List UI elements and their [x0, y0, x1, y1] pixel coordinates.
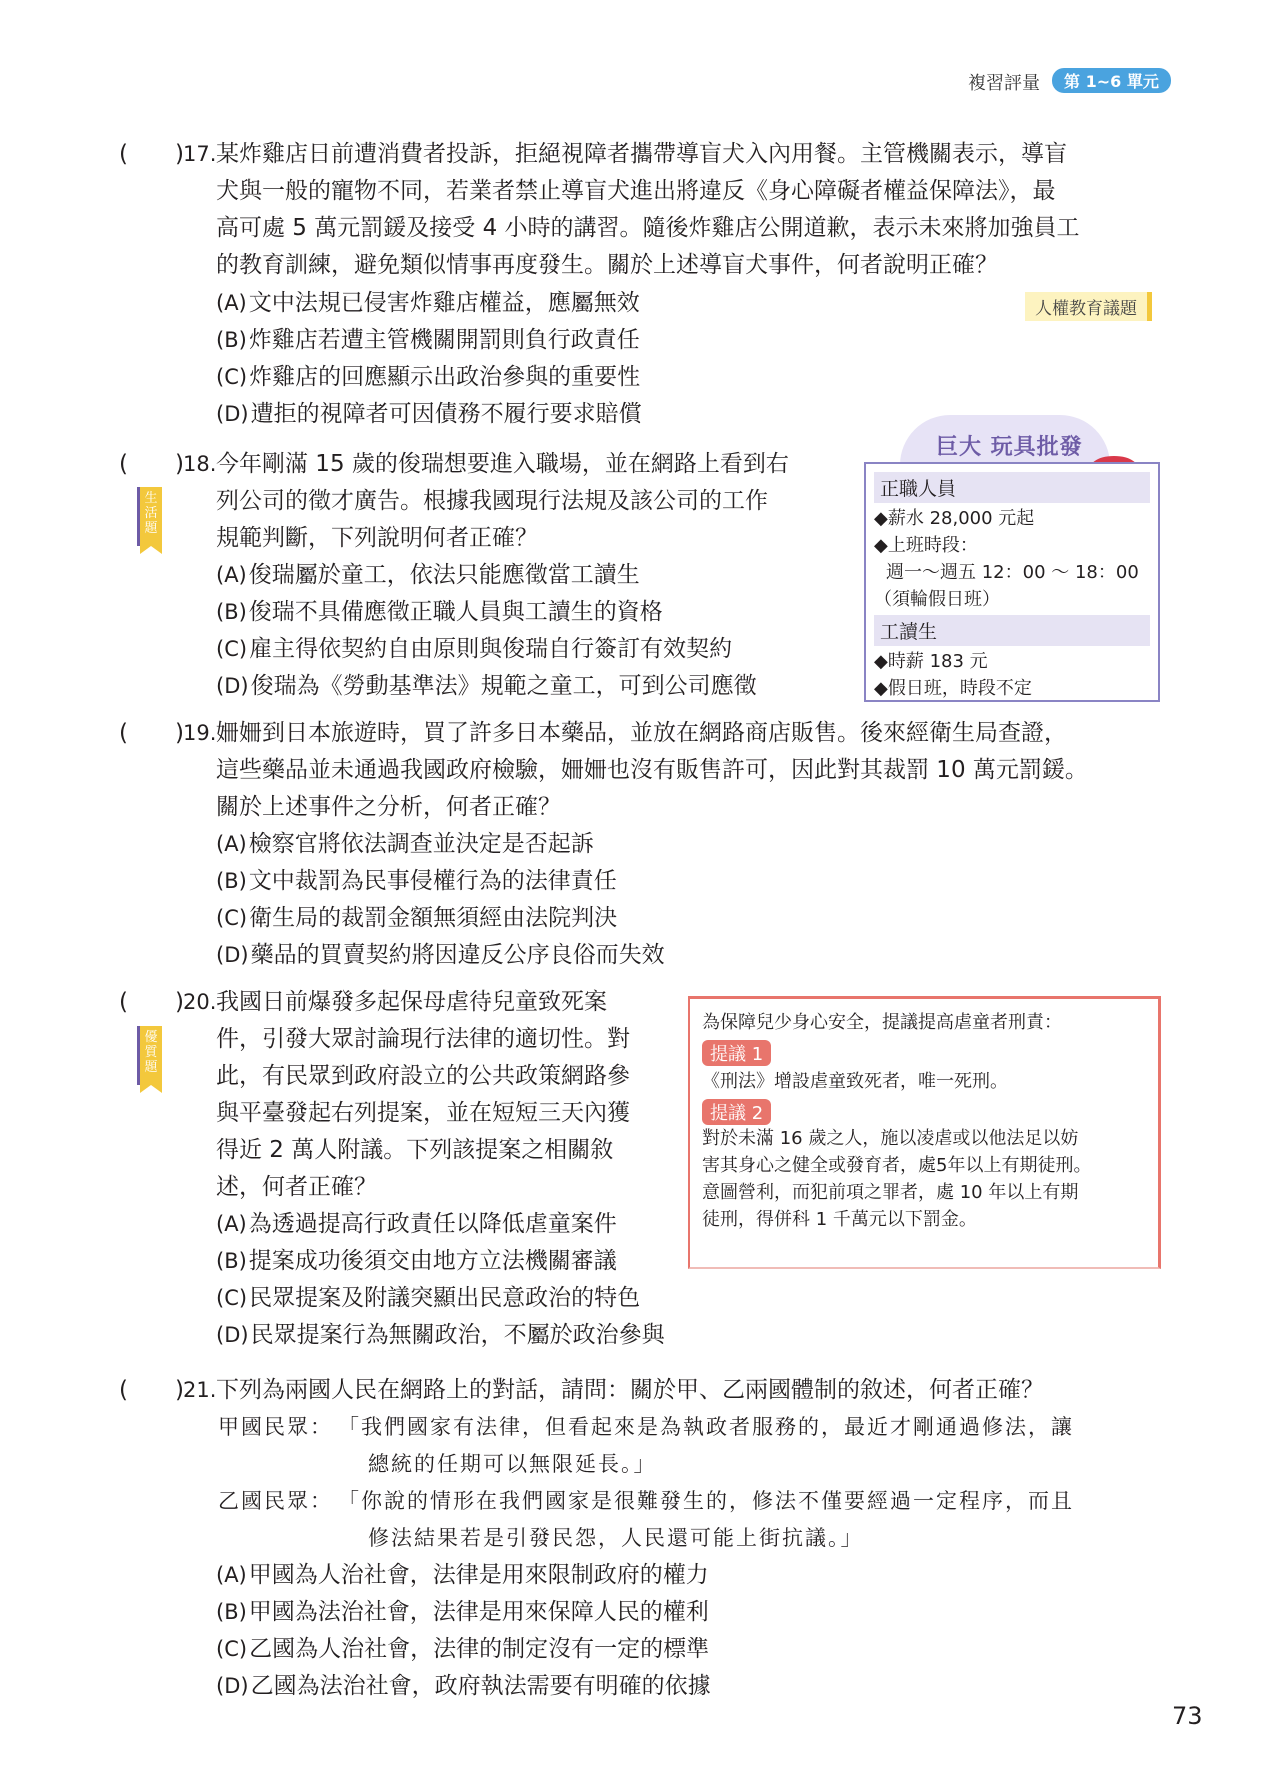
dialog-line: 「我們國家有法律，但看起來是為執政者服務的，最近才剛通過修法，讓: [338, 1415, 1074, 1439]
question-17-stem: [216, 136, 1067, 173]
stem-line: 我國日前爆發多起保母虐待兒童致死案: [216, 989, 607, 1015]
stem-line: 今年剛滿 15 歲的俊瑞想要進入職場，並在網路上看到右: [216, 451, 789, 477]
proposal-1-label: 提議 1: [702, 1040, 771, 1066]
answer-bracket-open: (: [119, 1377, 128, 1403]
proposal-2-line: 對於未滿 16 歲之人，施以凌虐或以他法足以妨: [702, 1128, 1079, 1149]
ad-line: （須輪假日班）: [874, 589, 1000, 610]
stem-line: 件，引發大眾討論現行法律的適切性。對: [216, 1026, 630, 1052]
option-c[interactable]: (C)炸雞店的回應顯示出政治參與的重要性: [216, 364, 641, 390]
stem-line: 得近 2 萬人附議。下列該提案之相關敘: [216, 1137, 614, 1163]
stem-line: 列公司的徵才廣告。根據我國現行法規及該公司的工作: [216, 488, 768, 514]
question-18-stem: [216, 446, 789, 557]
ad-company-name: 巨大 玩具批發: [936, 435, 1083, 460]
stem-line: 述，何者正確？: [216, 1174, 377, 1200]
answer-bracket-open: (: [119, 451, 128, 477]
ad-section-title: 工讀生: [874, 615, 1150, 646]
stem-line: 高可處 5 萬元罰鍰及接受 4 小時的講習。隨後炸雞店公開道歉，表示未來將加強員工: [216, 215, 1080, 241]
option-b[interactable]: (B)炸雞店若遭主管機關開罰則負行政責任: [216, 327, 640, 353]
ad-line: ◆假日班，時段不定: [874, 678, 1032, 699]
ad-line: ◆上班時段：: [874, 535, 978, 556]
stem-line: 姍姍到日本旅遊時，買了許多日本藥品，並放在網路商店販售。後來經衛生局查證，: [216, 720, 1067, 746]
option-b[interactable]: (B)提案成功後須交由地方立法機關審議: [216, 1248, 617, 1274]
option-c[interactable]: (C)雇主得依契約自由原則與俊瑞自行簽訂有效契約: [216, 636, 733, 662]
section-title: 複習評量: [968, 73, 1040, 94]
question-type-tag: 生活題: [140, 487, 162, 546]
proposal-2-line: 害其身心之健全或發育者，處5年以上有期徒刑。: [702, 1155, 1092, 1176]
dialog-line: 總統的任期可以無限延長。」: [368, 1452, 657, 1476]
option-a[interactable]: (A)文中法規已侵害炸雞店權益，應屬無效: [216, 290, 640, 316]
stem-line: 關於上述事件之分析，何者正確？: [216, 794, 561, 820]
option-b[interactable]: (B)文中裁罰為民事侵權行為的法律責任: [216, 868, 617, 894]
question-19-stem: [216, 715, 1088, 826]
option-d[interactable]: (D)遭拒的視障者可因債務不履行要求賠償: [216, 401, 642, 427]
question-17-options: [216, 285, 642, 433]
page-number: 73: [1172, 1702, 1203, 1730]
answer-bracket-open: (: [119, 720, 128, 746]
question-17-stem-cont: [216, 173, 1080, 284]
question-type-tag: 優質題: [140, 1026, 162, 1085]
option-d[interactable]: (D)俊瑞為《勞動基準法》規範之童工，可到公司應徵: [216, 673, 757, 699]
question-21-stem: 下列為兩國人民在網路上的對話，請問：關於甲、乙兩國體制的敘述，何者正確？: [216, 1377, 1044, 1403]
question-18-options: [216, 557, 757, 705]
proposal-box: [688, 996, 1161, 1269]
job-ad-card: [864, 462, 1160, 702]
question-21-options: [216, 1557, 711, 1705]
option-a[interactable]: (A)俊瑞屬於童工，依法只能應徵當工讀生: [216, 562, 640, 588]
dialog-speaker: 乙國民眾：: [218, 1489, 333, 1513]
answer-bracket-close: ): [175, 989, 184, 1015]
answer-bracket-open: (: [119, 141, 128, 167]
stem-line: 與平臺發起右列提案，並在短短三天內獲: [216, 1100, 630, 1126]
stem-line: 犬與一般的寵物不同，若業者禁止導盲犬進出將違反《身心障礙者權益保障法》，最: [216, 178, 1056, 204]
question-number: 17.: [183, 142, 217, 166]
answer-bracket-close: ): [175, 720, 184, 746]
stem-line: 規範判斷，下列說明何者正確？: [216, 525, 538, 551]
stem-line: 這些藥品並未通過我國政府檢驗，姍姍也沒有販售許可，因此對其裁罰 10 萬元罰鍰。: [216, 757, 1088, 783]
stem-line: 某炸雞店日前遭消費者投訴，拒絕視障者攜帶導盲犬入內用餐。主管機關表示，導盲: [216, 141, 1067, 167]
question-number: 19.: [183, 721, 217, 745]
dialog-line: 修法結果若是引發民怨，人民還可能上街抗議。」: [368, 1526, 864, 1550]
option-a[interactable]: (A)檢察官將依法調查並決定是否起訴: [216, 831, 594, 857]
question-number: 21.: [183, 1378, 217, 1402]
unit-badge: 第 1~6 單元: [1052, 68, 1171, 93]
option-c[interactable]: (C)衛生局的裁罰金額無須經由法院判決: [216, 905, 618, 931]
question-number: 18.: [183, 452, 217, 476]
question-20-stem: [216, 984, 630, 1206]
stem-line: 的教育訓練，避免類似情事再度發生。關於上述導盲犬事件，何者說明正確？: [216, 252, 998, 278]
proposal-intro: 為保障兒少身心安全，提議提高虐童者刑責：: [702, 1012, 1062, 1033]
answer-bracket-close: ): [175, 1377, 184, 1403]
option-b[interactable]: (B)甲國為法治社會，法律是用來保障人民的權利: [216, 1599, 709, 1625]
option-c[interactable]: (C)乙國為人治社會，法律的制定沒有一定的標準: [216, 1636, 710, 1662]
proposal-2-line: 徒刑，得併科 1 千萬元以下罰金。: [702, 1209, 977, 1230]
proposal-1-text: 《刑法》增設虐童致死者，唯一死刑。: [702, 1071, 1008, 1092]
stem-line: 此，有民眾到政府設立的公共政策網路參: [216, 1063, 630, 1089]
answer-bracket-open: (: [119, 989, 128, 1015]
question-20-options: [216, 1206, 665, 1354]
option-d[interactable]: (D)藥品的買賣契約將因違反公序良俗而失效: [216, 942, 665, 968]
ad-line: 週一～週五 12：00 ～ 18：00: [886, 562, 1139, 583]
answer-bracket-close: ): [175, 451, 184, 477]
option-d[interactable]: (D)乙國為法治社會，政府執法需要有明確的依據: [216, 1673, 711, 1699]
ad-section-title: 正職人員: [874, 472, 1150, 503]
dialog-line: 「你說的情形在我們國家是很難發生的，修法不僅要經過一定程序，而且: [338, 1489, 1074, 1513]
question-number: 20.: [183, 990, 217, 1014]
option-d[interactable]: (D)民眾提案行為無關政治，不屬於政治參與: [216, 1322, 665, 1348]
answer-bracket-close: ): [175, 141, 184, 167]
ad-line: ◆時薪 183 元: [874, 651, 988, 672]
dialog-speaker: 甲國民眾：: [218, 1415, 333, 1439]
ad-line: ◆薪水 28,000 元起: [874, 508, 1035, 529]
option-a[interactable]: (A)甲國為人治社會，法律是用來限制政府的權力: [216, 1562, 709, 1588]
proposal-2-line: 意圖營利，而犯前項之罪者，處 10 年以上有期: [702, 1182, 1079, 1203]
option-b[interactable]: (B)俊瑞不具備應徵正職人員與工讀生的資格: [216, 599, 663, 625]
question-19-options: [216, 826, 665, 974]
topic-tag: 人權教育議題: [1025, 292, 1152, 321]
option-a[interactable]: (A)為透過提高行政責任以降低虐童案件: [216, 1211, 617, 1237]
proposal-2-label: 提議 2: [702, 1099, 771, 1125]
option-c[interactable]: (C)民眾提案及附議突顯出民意政治的特色: [216, 1285, 641, 1311]
